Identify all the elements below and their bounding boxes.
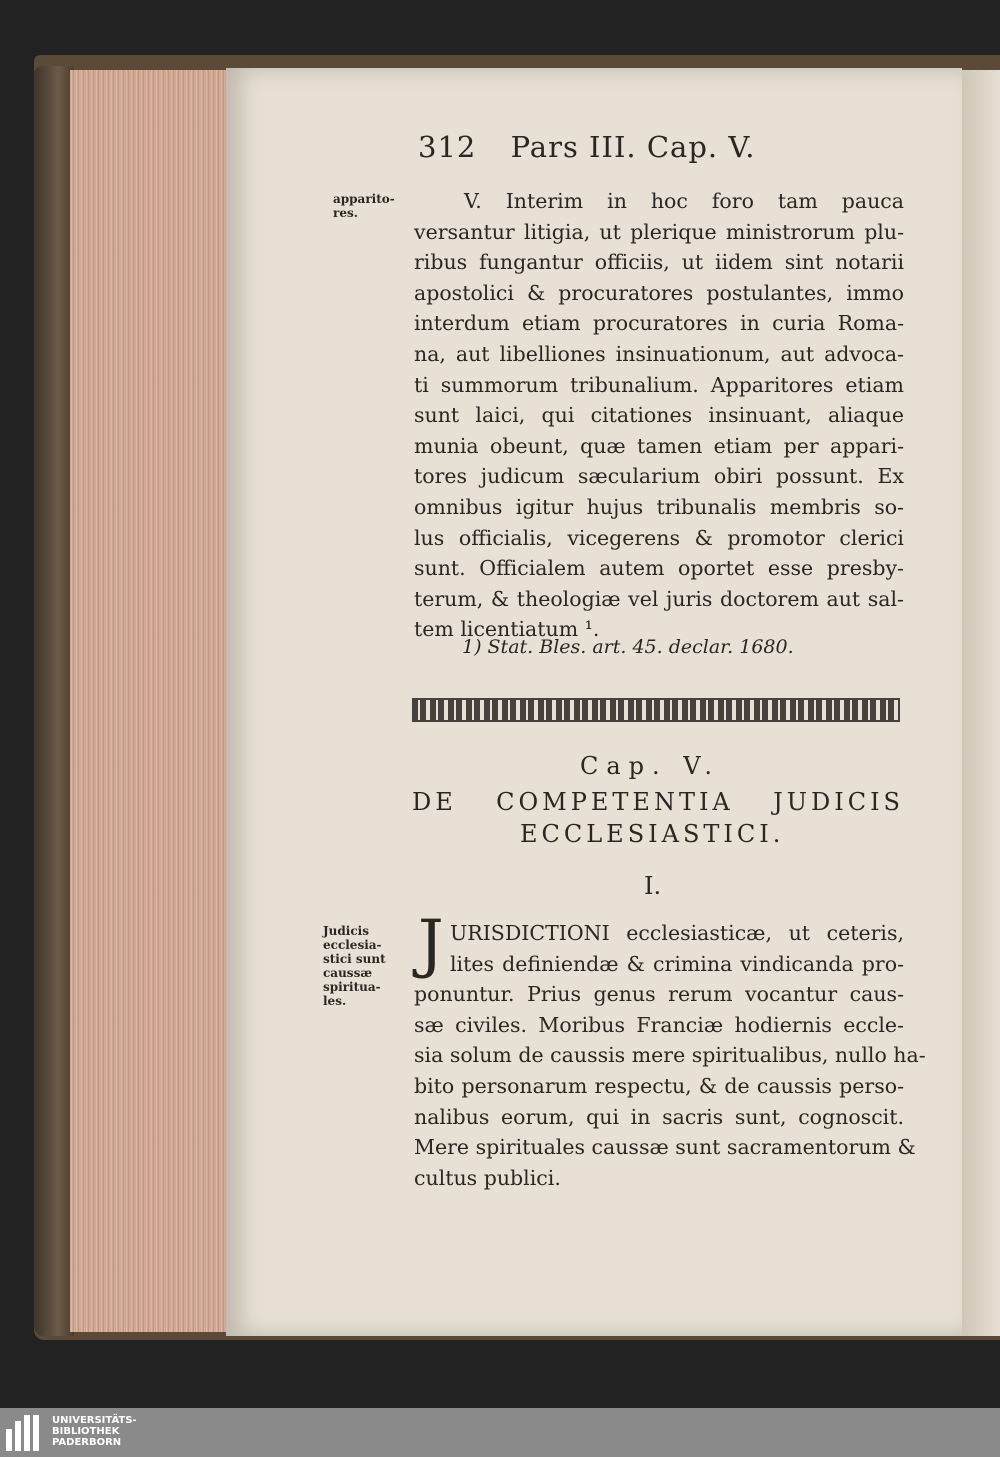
section-number: I. (644, 872, 662, 900)
text-line: versantur litigia, ut plerique ministrorum plu- (414, 219, 904, 244)
text-line: apostolici & procuratores postulantes, immo (414, 280, 904, 305)
book-spine (34, 66, 74, 1336)
library-name-line: UNIVERSITÄTS- (52, 1415, 137, 1426)
text-line: Mere spirituales caussæ sunt sacramentorum & (414, 1135, 916, 1160)
text-line: bito personarum respectu, & de caussis perso- (414, 1073, 904, 1098)
chapter-label: Cap. V. (580, 752, 721, 780)
paragraph (414, 186, 904, 645)
text-line: sunt. Officialem autem oportet esse presby- (414, 556, 904, 581)
facing-page-edge (962, 70, 1000, 1336)
library-name-line: PADERBORN (52, 1437, 122, 1448)
text-line: interdum etiam procuratores in curia Roma- (414, 311, 904, 336)
text-line: omnibus igitur hujus tribunalis membris so- (414, 494, 904, 519)
margin-note: Judicis ecclesia- stici sunt caussæ spiritua- les. (323, 924, 386, 1008)
library-logo-icon (6, 1415, 48, 1451)
library-name (52, 1415, 137, 1448)
chapter-title: DE COMPETENTIA JUDICIS (412, 788, 904, 816)
text-line: lites definiendæ & crimina vindicanda pro- (450, 951, 904, 976)
text-line: ponuntur. Prius genus rerum vocantur caus- (414, 982, 904, 1007)
footnote: 1) Stat. Bles. art. 45. declar. 1680. (462, 636, 794, 658)
chapter-title: ECCLESIASTICI. (520, 820, 785, 848)
page-edges (70, 70, 230, 1332)
text-line: terum, & theologiæ vel juris doctorem aut sal- (414, 586, 904, 611)
library-name-line: BIBLIOTHEK (52, 1426, 120, 1437)
paragraph (414, 918, 926, 1193)
text-line: sæ civiles. Moribus Franciæ hodiernis eccle- (414, 1012, 904, 1037)
text-line: V. Interim in hoc foro tam pauca (464, 189, 904, 213)
drop-cap: J (418, 907, 444, 981)
text-line: nalibus eorum, qui in sacris sunt, cognoscit. (414, 1104, 904, 1129)
text-line: tem licentiatum ¹. (414, 617, 600, 642)
margin-note: apparito- res. (333, 192, 395, 220)
text-line: URISDICTIONI ecclesiasticæ, ut ceteris, (450, 921, 904, 945)
running-header (418, 130, 755, 164)
text-line: munia obeunt, quæ tamen etiam per appari- (414, 433, 904, 458)
text-line: lus officialis, vicegerens & promotor clerici (414, 525, 904, 550)
text-line: sunt laici, qui citationes insinuant, aliaque (414, 403, 904, 428)
running-title: Pars III. Cap. V. (510, 130, 756, 164)
library-footer-bar (0, 1408, 1000, 1457)
text-line: cultus publici. (414, 1165, 561, 1190)
ornament-divider (412, 698, 900, 722)
page-number: 312 (418, 130, 477, 164)
text-line: ti summorum tribunalium. Apparitores etiam (414, 372, 904, 397)
text-line: ribus fungantur officiis, ut iidem sint notarii (414, 250, 904, 275)
text-line: na, aut libelliones insinuationum, aut advoca- (414, 341, 904, 366)
text-line: sia solum de caussis mere spiritualibus, nullo ha- (414, 1043, 926, 1068)
text-line: tores judicum sæcularium obiri possunt. Ex (414, 464, 904, 489)
